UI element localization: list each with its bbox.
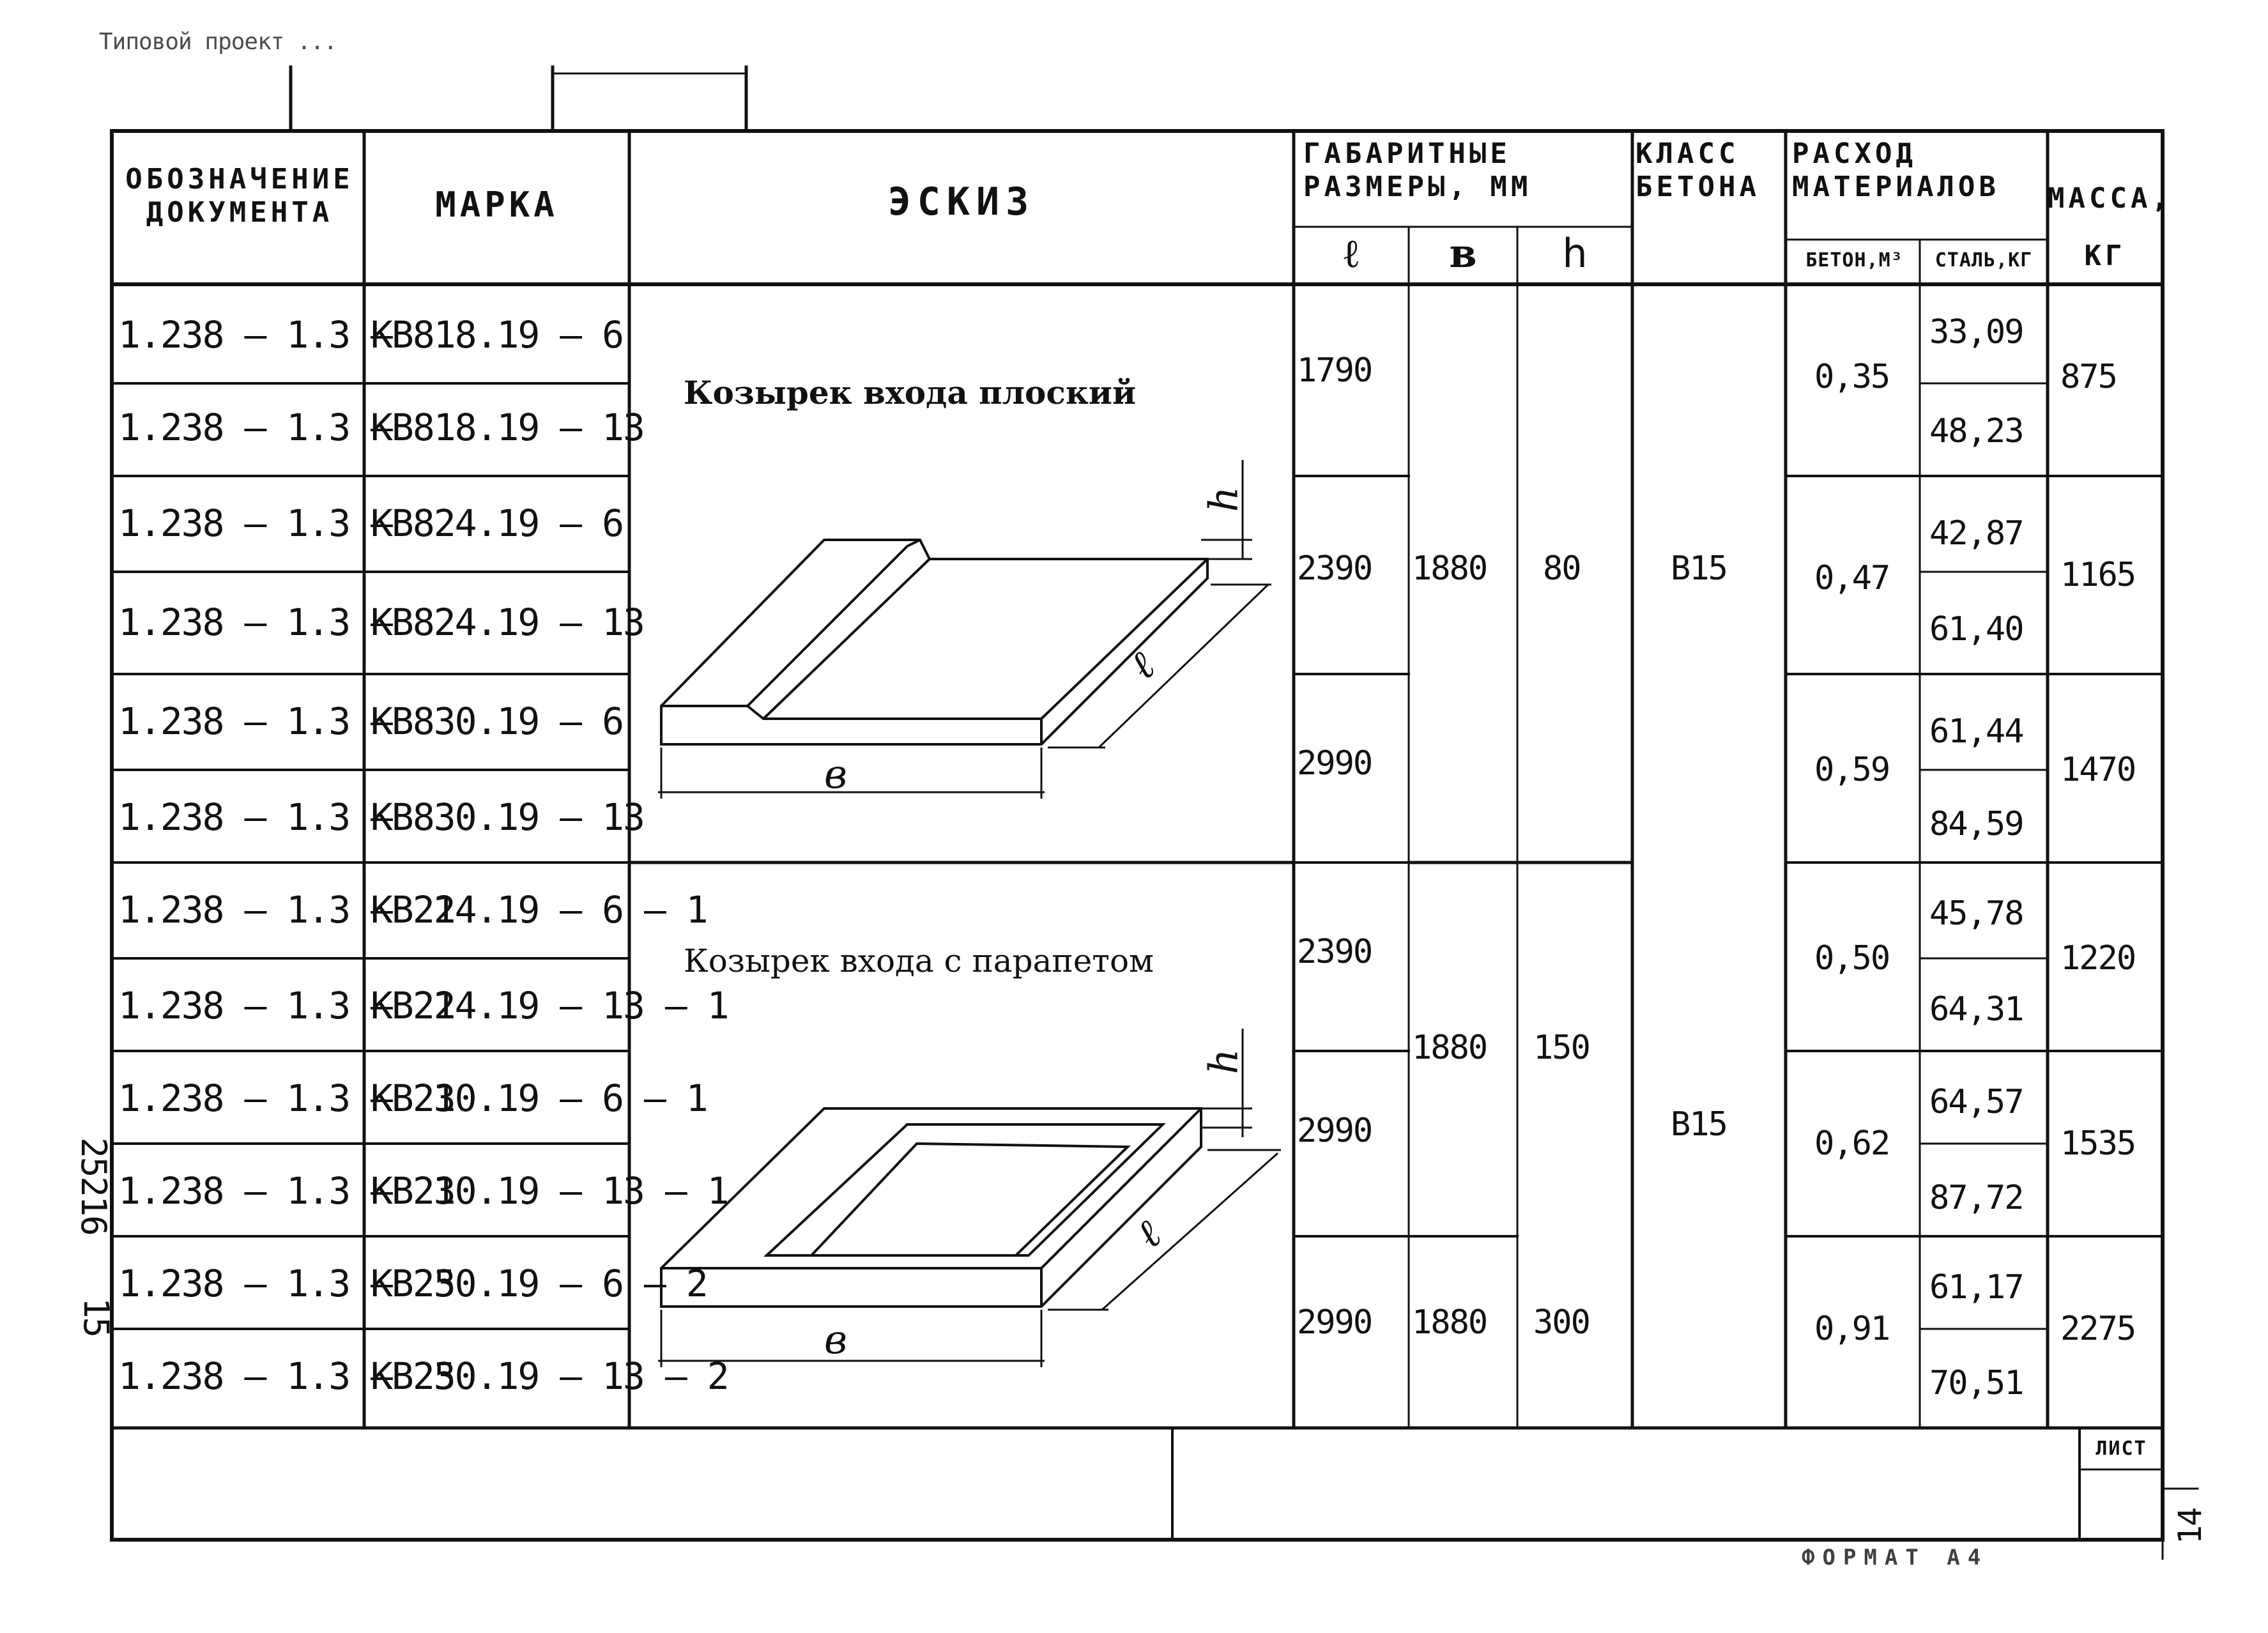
header-class-line2: БЕТОНА (1636, 171, 1760, 203)
dim-label-parapet-l: ℓ (1127, 1211, 1170, 1257)
width-2: 1880 (1412, 1029, 1487, 1067)
header-mark: МАРКА (435, 185, 558, 225)
height-3: 300 (1533, 1303, 1590, 1342)
header-dim-b: в (1449, 230, 1477, 277)
row-8-doc: 1.238 – 1.3 – 21 (118, 984, 455, 1027)
row-7-doc: 1.238 – 1.3 – 21 (118, 888, 455, 931)
concrete-volume-5: 0,62 (1814, 1124, 1890, 1163)
length-3: 2990 (1297, 744, 1372, 783)
header-materials-line1: РАСХОД (1792, 137, 1917, 170)
row-12-doc: 1.238 – 1.3 – 25 (118, 1354, 455, 1398)
caption-flat: Козырек входа плоский (684, 374, 1137, 411)
concrete-volume-3: 0,59 (1814, 751, 1890, 789)
row-10-doc: 1.238 – 1.3 – 21 (118, 1169, 455, 1213)
header-concrete-volume: БЕТОН,М³ (1805, 249, 1903, 272)
header-concrete-class (1636, 137, 1786, 204)
dim-label-flat-l: ℓ (1121, 642, 1163, 689)
row-12-mark: КВ 30.19 – 13 – 2 (371, 1354, 728, 1398)
length-2: 2390 (1297, 549, 1372, 588)
row-5-mark: КВ 30.19 – 6 (371, 700, 624, 743)
format-note: ФОРМАТ А4 (1802, 1545, 1989, 1570)
row-8-mark: КВ 24.19 – 13 – 1 (371, 984, 728, 1027)
header-designation (115, 163, 364, 229)
header-class-line1: КЛАСС (1636, 137, 1740, 170)
height-1: 80 (1543, 549, 1581, 588)
height-2: 150 (1533, 1029, 1590, 1067)
mass-3: 1470 (2060, 751, 2136, 789)
length-4: 2390 (1297, 933, 1372, 971)
row-2-mark: КВ 18.19 – 13 (371, 406, 644, 449)
steel-1: 33,09 (1929, 313, 2023, 351)
concrete-class-1: В15 (1671, 549, 1727, 588)
sketch-flat-canopy (658, 460, 1271, 799)
row-4-doc: 1.238 – 1.3 – 8 (118, 601, 434, 644)
row-11-mark: КВ 30.19 – 6 – 2 (371, 1262, 707, 1305)
header-dim-h: h (1562, 230, 1588, 277)
row-5-doc: 1.238 – 1.3 – 8 (118, 700, 434, 743)
row-1-mark: КВ 18.19 – 6 (371, 313, 624, 356)
row-6-mark: КВ 30.19 – 13 (371, 795, 644, 839)
steel-9: 64,57 (1929, 1083, 2023, 1121)
row-3-doc: 1.238 – 1.3 – 8 (118, 502, 434, 545)
sketch-parapet-canopy (658, 1029, 1281, 1367)
side-number: 25216 (73, 1137, 114, 1235)
concrete-volume-4: 0,50 (1814, 939, 1890, 977)
steel-10: 87,72 (1929, 1179, 2023, 1217)
mass-4: 1220 (2060, 939, 2136, 977)
concrete-volume-2: 0,47 (1814, 559, 1890, 597)
caption-parapet: Козырек входа с парапетом (684, 942, 1154, 979)
header-mass-line1: МАССА, (2048, 182, 2172, 215)
steel-5: 61,44 (1929, 712, 2023, 751)
row-2-doc: 1.238 – 1.3 – 8 (118, 406, 434, 449)
mass-2: 1165 (2060, 556, 2136, 594)
top-note: Типовой проект ... (99, 29, 337, 55)
header-dimensions-line2: РАЗМЕРЫ, ММ (1303, 171, 1532, 203)
header-materials (1792, 137, 2048, 204)
dim-label-flat-b: в (824, 751, 848, 797)
dim-label-flat-h: h (1200, 486, 1247, 512)
mass-6: 2275 (2060, 1310, 2136, 1348)
row-10-mark: КВ 30.19 – 13 – 1 (371, 1169, 728, 1213)
row-7-mark: КВ 24.19 – 6 – 1 (371, 888, 707, 931)
header-mass-line2: КГ (2084, 240, 2126, 272)
sheet-label: ЛИСТ (2096, 1438, 2147, 1460)
steel-11: 61,17 (1929, 1268, 2023, 1307)
width-3: 1880 (1412, 1303, 1487, 1342)
mass-1: 875 (2060, 358, 2117, 396)
steel-8: 64,31 (1929, 990, 2023, 1029)
header-materials-line2: МАТЕРИАЛОВ (1792, 171, 2000, 203)
steel-7: 45,78 (1929, 894, 2023, 933)
steel-2: 48,23 (1929, 412, 2023, 450)
row-3-mark: КВ 24.19 – 6 (371, 502, 624, 545)
mass-5: 1535 (2060, 1124, 2136, 1163)
side-sub-number: 15 (76, 1297, 117, 1337)
steel-4: 61,40 (1929, 610, 2023, 648)
dim-label-parapet-b: в (824, 1316, 848, 1363)
page-number: 14 (2172, 1508, 2209, 1545)
row-9-doc: 1.238 – 1.3 – 21 (118, 1077, 455, 1120)
header-dim-l: ℓ (1344, 230, 1359, 277)
length-6: 2990 (1297, 1303, 1372, 1342)
header-steel: СТАЛЬ,КГ (1935, 249, 2033, 272)
row-4-mark: КВ 24.19 – 13 (371, 601, 644, 644)
steel-6: 84,59 (1929, 805, 2023, 843)
length-5: 2990 (1297, 1112, 1372, 1150)
steel-3: 42,87 (1929, 514, 2023, 553)
length-1: 1790 (1297, 351, 1372, 390)
steel-12: 70,51 (1929, 1364, 2023, 1402)
header-designation-line2: ДОКУМЕНТА (146, 196, 333, 229)
header-mass (2048, 182, 2172, 273)
concrete-class-2: В15 (1671, 1105, 1727, 1144)
header-dimensions (1303, 137, 1632, 204)
header-designation-line1: ОБОЗНАЧЕНИЕ (125, 163, 354, 195)
dim-label-parapet-h: h (1200, 1048, 1247, 1075)
concrete-volume-1: 0,35 (1814, 358, 1890, 396)
width-1: 1880 (1412, 549, 1487, 588)
row-6-doc: 1.238 – 1.3 – 8 (118, 795, 434, 839)
row-9-mark: КВ 30.19 – 6 – 1 (371, 1077, 707, 1120)
row-11-doc: 1.238 – 1.3 – 25 (118, 1262, 455, 1305)
header-sketch: ЭСКИЗ (887, 180, 1036, 224)
header-dimensions-line1: ГАБАРИТНЫЕ (1303, 137, 1511, 170)
row-1-doc: 1.238 – 1.3 – 8 (118, 313, 434, 356)
concrete-volume-6: 0,91 (1814, 1310, 1890, 1348)
